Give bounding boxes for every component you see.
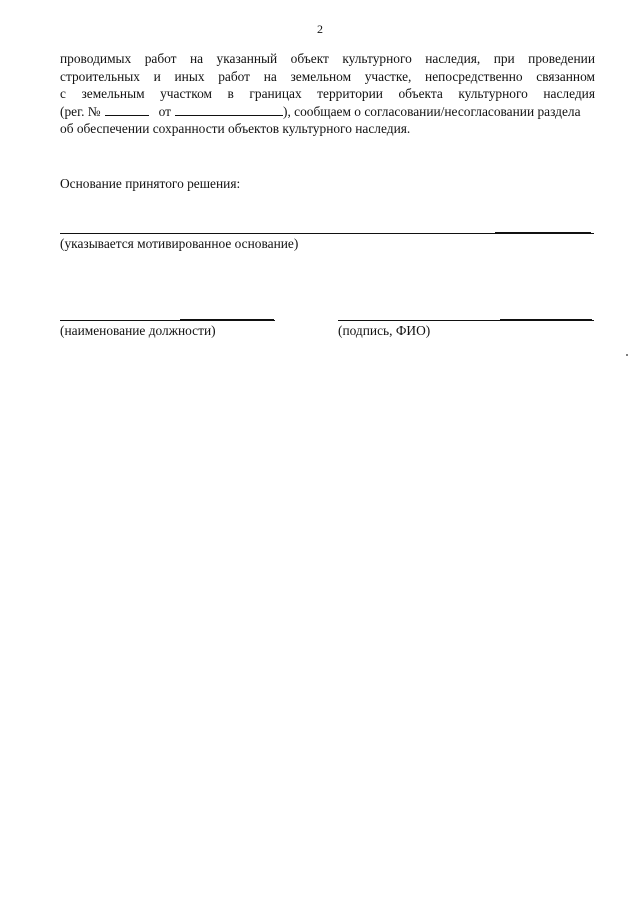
position-caption: (наименование должности) bbox=[60, 323, 216, 338]
page-number: 2 bbox=[317, 22, 323, 36]
decision-basis-line-overlay bbox=[495, 232, 591, 234]
paragraph-line-5: об обеспечении сохранности объектов культурного наследия. bbox=[60, 121, 411, 136]
paragraph-line-4 bbox=[60, 103, 595, 121]
body-paragraph bbox=[60, 50, 595, 138]
registration-number-blank bbox=[105, 103, 149, 116]
registration-suffix: ), сообщаем о согласовании/несогласовании раздела bbox=[282, 103, 581, 119]
paragraph-line-1: проводимых работ на указанный объект культурного наследия, при проведении bbox=[60, 51, 595, 66]
signature-line-overlay bbox=[500, 319, 592, 321]
date-prefix: от bbox=[158, 103, 171, 119]
scan-artifact-dot bbox=[626, 354, 628, 356]
position-line-overlay bbox=[180, 319, 274, 321]
decision-basis-label: Основание принятого решения: bbox=[60, 176, 241, 191]
registration-date-blank bbox=[175, 103, 283, 116]
paragraph-line-3: с земельным участком в границах территории объекта культурного наследия bbox=[60, 86, 595, 101]
decision-basis-caption: (указывается мотивированное основание) bbox=[60, 236, 299, 251]
paragraph-line-2: строительных и иных работ на земельном участке, непосредственно связанном bbox=[60, 68, 595, 84]
registration-prefix: (рег. № bbox=[60, 103, 101, 119]
signature-caption: (подпись, ФИО) bbox=[338, 323, 431, 338]
